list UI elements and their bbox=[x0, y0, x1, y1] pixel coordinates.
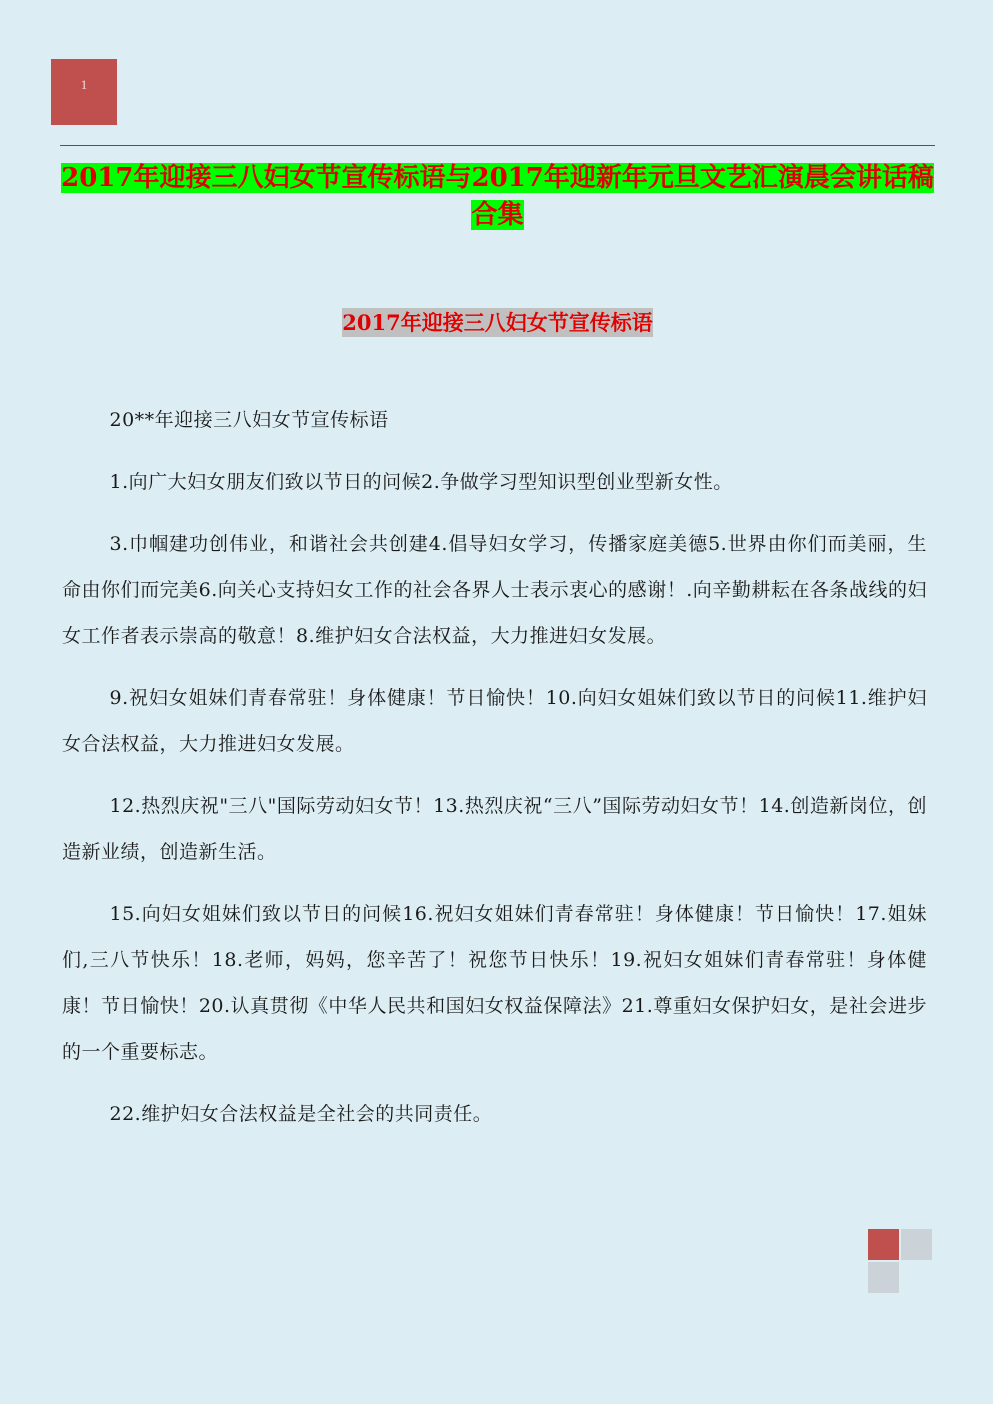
corner-square-gray bbox=[868, 1262, 899, 1293]
page-number-badge bbox=[51, 59, 117, 125]
paragraph: 12.热烈庆祝"三八"国际劳动妇女节！13.热烈庆祝“三八”国际劳动妇女节！14.创造新岗位，创造新业绩，创造新生活。 bbox=[62, 795, 927, 863]
section-title bbox=[60, 303, 935, 343]
document-title-text: 2017年迎接三八妇女节宣传标语与2017年迎新年元旦文艺汇演晨会讲话稿合集 bbox=[61, 163, 934, 230]
corner-square-red bbox=[868, 1229, 899, 1260]
corner-decoration bbox=[868, 1229, 932, 1293]
document-title bbox=[60, 160, 935, 234]
section-title-text: 2017年迎接三八妇女节宣传标语 bbox=[342, 310, 653, 335]
header-divider bbox=[60, 145, 935, 146]
paragraph: 3.巾帼建功创伟业，和谐社会共创建4.倡导妇女学习，传播家庭美德5.世界由你们而美丽，生命由你们而完美6.向关心支持妇女工作的社会各界人士表示衷心的感谢！.向辛勤耕耘在各条战线的妇女工作者表示崇高的敬意！8.维护妇女合法权益，大力推进妇女发展。 bbox=[62, 533, 927, 647]
document-body bbox=[62, 397, 927, 1153]
paragraph: 9.祝妇女姐妹们青春常驻！身体健康！节日愉快！10.向妇女姐妹们致以节日的问候11.维护妇女合法权益，大力推进妇女发展。 bbox=[62, 687, 927, 755]
paragraph: 20**年迎接三八妇女节宣传标语 bbox=[109, 409, 389, 431]
paragraph: 1.向广大妇女朋友们致以节日的问候2.争做学习型知识型创业型新女性。 bbox=[109, 471, 733, 493]
paragraph: 22.维护妇女合法权益是全社会的共同责任。 bbox=[109, 1103, 493, 1125]
paragraph: 15.向妇女姐妹们致以节日的问候16.祝妇女姐妹们青春常驻！身体健康！节日愉快！17.姐妹们,三八节快乐！18.老师，妈妈，您辛苦了！祝您节日快乐！19.祝妇女姐妹们青春常驻！身体健康！节日愉快！20.认真贯彻《中华人民共和国妇女权益保障法》21.尊重妇女保护妇女，是社会进步的一个重要标志。 bbox=[62, 903, 927, 1063]
page-number: 1 bbox=[80, 77, 88, 92]
corner-square-gray bbox=[901, 1229, 932, 1260]
